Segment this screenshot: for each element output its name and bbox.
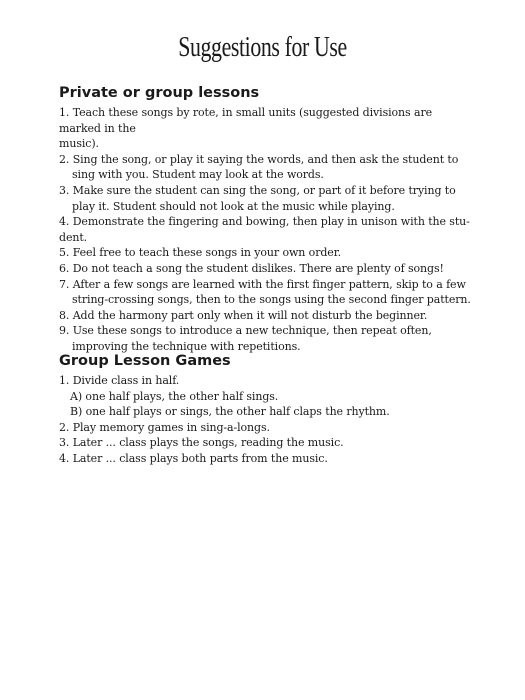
list-item — [59, 420, 474, 436]
section-heading-private: Private or group lessons — [59, 85, 260, 101]
list-item — [59, 261, 474, 277]
list-item-line: play it. Student should not look at the music while playing. — [72, 199, 395, 213]
list-item-line: 2. Play memory games in sing-a-longs. — [59, 420, 270, 434]
list-item — [59, 451, 474, 467]
list-item — [59, 308, 474, 324]
private-lessons-list — [59, 105, 474, 355]
list-item-line: 4. Later ... class plays both parts from the music. — [59, 451, 328, 465]
list-item-line: 2. Sing the song, or play it saying the words, and then ask the student to — [59, 152, 459, 166]
list-item-line: 1. Teach these songs by rote, in small units (suggested divisions are marked in the — [59, 106, 433, 135]
group-games-list — [59, 373, 474, 467]
list-item-line: 1. Divide class in half. — [59, 374, 180, 387]
list-item — [59, 277, 474, 308]
list-item-line: string-crossing songs, then to the songs using the second finger pattern. — [72, 293, 471, 307]
list-item-line: 5. Feel free to teach these songs in your own order. — [59, 246, 342, 260]
section-heading-games: Group Lesson Games — [59, 353, 231, 369]
list-item — [59, 105, 474, 152]
list-item-line: 8. Add the harmony part only when it will not disturb the beginner. — [59, 308, 428, 322]
group-games-section — [59, 352, 474, 467]
list-item-line: 9. Use these songs to introduce a new technique, then repeat often, — [59, 324, 432, 338]
list-item-line: music). — [59, 137, 99, 151]
list-subitem: A) one half plays, the other half sings. — [70, 389, 279, 403]
list-subitem: B) one half plays or sings, the other half claps the rhythm. — [70, 405, 390, 419]
page-title: Suggestions for Use — [178, 32, 347, 63]
list-item-line: 6. Do not teach a song the student dislikes. There are plenty of songs! — [59, 261, 444, 275]
list-item — [59, 435, 474, 451]
list-item — [59, 152, 474, 183]
list-item-line: 3. Later ... class plays the songs, reading the music. — [59, 436, 344, 450]
list-item — [59, 373, 474, 420]
list-item — [59, 323, 474, 354]
list-item-line: improving the technique with repetitions. — [72, 339, 301, 353]
list-item-line: 7. After a few songs are learned with the first finger pattern, skip to a few — [59, 277, 466, 291]
list-item-line: 3. Make sure the student can sing the song, or part of it before trying to — [59, 183, 456, 197]
list-item — [59, 214, 474, 245]
list-item-line: sing with you. Student may look at the words. — [72, 168, 324, 182]
list-item — [59, 183, 474, 214]
list-item — [59, 245, 474, 261]
list-item-line: 4. Demonstrate the fingering and bowing, then play in unison with the stu- — [59, 215, 470, 229]
list-item-line: dent. — [59, 230, 88, 244]
private-lessons-section — [59, 84, 474, 355]
